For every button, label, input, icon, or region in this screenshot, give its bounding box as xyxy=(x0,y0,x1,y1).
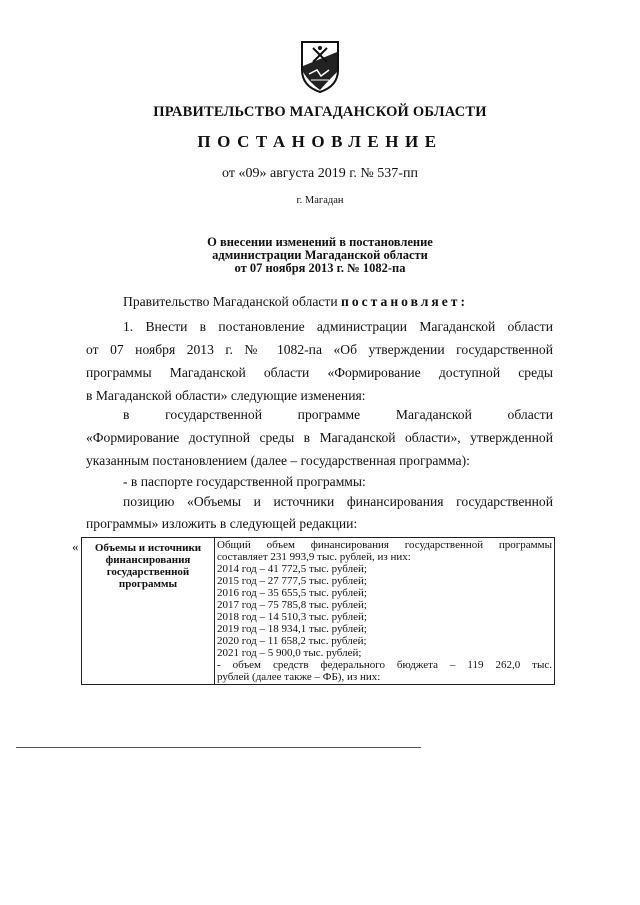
body-line: в Магаданской области» следующие изменения: xyxy=(86,388,366,403)
document-type: ПОСТАНОВЛЕНИЕ xyxy=(197,132,443,151)
body-line: позицию «Объемы и источники финансирования государственной xyxy=(123,494,553,509)
table-line: - объем средств федерального бюджета – 119 262,0 тыс. xyxy=(217,659,552,671)
footnote-divider xyxy=(16,747,421,748)
body-line: программы Магаданской области «Формирование доступной среды xyxy=(86,365,553,380)
table-line: 2021 год – 5 900,0 тыс. рублей; xyxy=(217,647,362,659)
body-line: указанным постановлением (далее – государственная программа): xyxy=(86,453,470,468)
document-city: г. Магадан xyxy=(296,195,344,206)
decree-verb: постановляет: xyxy=(341,294,468,309)
document-subject xyxy=(0,236,640,275)
table-line: рублей (далее также – ФБ), из них: xyxy=(217,671,381,683)
body-line: программы» изложить в следующей редакции: xyxy=(86,516,358,531)
coat-of-arms-icon xyxy=(299,40,341,94)
table-line: 2020 год – 11 658,2 тыс. рублей; xyxy=(217,635,367,647)
table-line: 2014 год – 41 772,5 тыс. рублей; xyxy=(217,563,367,575)
subject-line: О внесении изменений в постановление xyxy=(207,235,433,249)
table-label-cell: Объемы и источники финансирования государственной программы xyxy=(82,538,215,685)
subject-line: администрации Магаданской области xyxy=(212,248,428,262)
document-date-number: от «09» августа 2019 г. № 537-пп xyxy=(222,166,418,181)
body-line: от 07 ноября 2013 г. № 1082-па «Об утверждении государственной xyxy=(86,342,553,357)
body-line: 1. Внести в постановление администрации Магаданской области xyxy=(123,319,553,334)
table-line: составляет 231 993,9 тыс. рублей, из них: xyxy=(217,551,411,563)
decree-intro xyxy=(123,294,468,310)
table-line: 2019 год – 18 934,1 тыс. рублей; xyxy=(217,623,367,635)
government-name: ПРАВИТЕЛЬСТВО МАГАДАНСКОЙ ОБЛАСТИ xyxy=(153,104,487,120)
table-line: 2017 год – 75 785,8 тыс. рублей; xyxy=(217,599,367,611)
body-line: в государственной программе Магаданской области xyxy=(123,407,553,422)
body-line: - в паспорте государственной программы: xyxy=(123,474,366,489)
body-line: «Формирование доступной среды в Магаданской области», утвержденной xyxy=(86,430,553,445)
table-row xyxy=(82,538,555,685)
table-line: Общий объем финансирования государственной программы xyxy=(217,539,552,551)
table-line: 2015 год – 27 777,5 тыс. рублей; xyxy=(217,575,367,587)
table-line: 2016 год – 35 655,5 тыс. рублей; xyxy=(217,587,367,599)
subject-line: от 07 ноября 2013 г. № 1082-па xyxy=(234,261,406,275)
table-value-cell xyxy=(215,538,555,685)
financing-table xyxy=(81,537,555,685)
decree-issuer: Правительство Магаданской области xyxy=(123,294,338,309)
table-line: 2018 год – 14 510,3 тыс. рублей; xyxy=(217,611,367,623)
opening-quote: « xyxy=(72,539,79,554)
